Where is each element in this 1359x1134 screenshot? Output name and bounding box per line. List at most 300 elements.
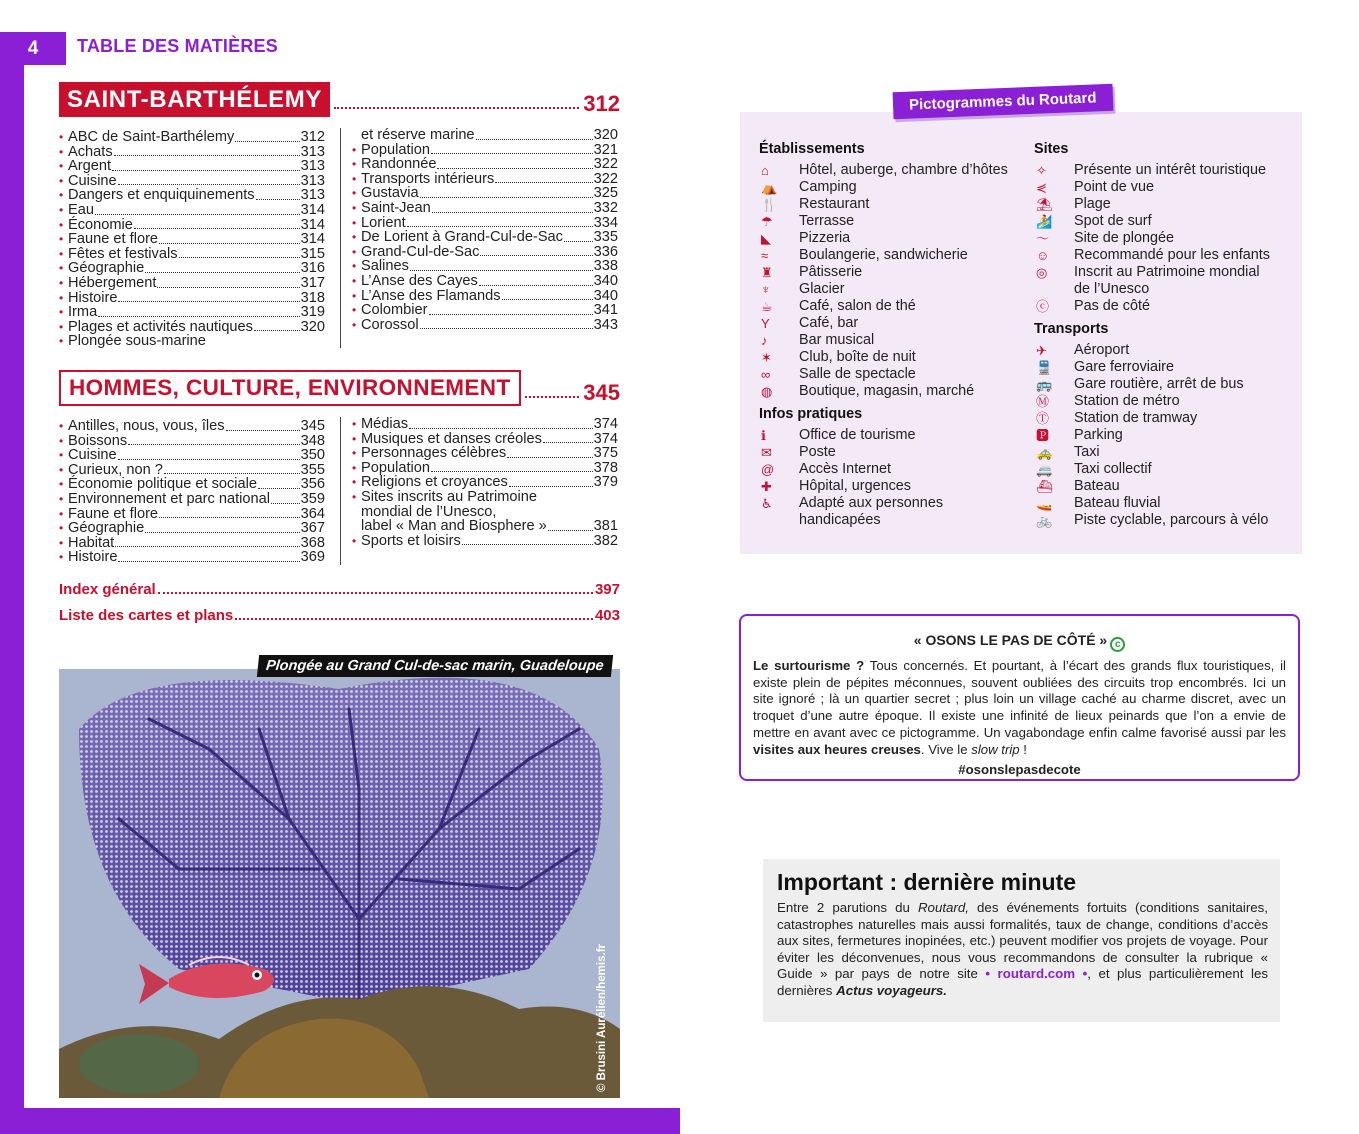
internet-icon: @ (761, 462, 775, 477)
toc-entry-label: Antilles, nous, vous, îles (68, 418, 225, 434)
toc-entry-label: Population (361, 459, 430, 476)
pictogram-label: Taxi (1074, 444, 1100, 460)
sites-heading: Sites (1034, 141, 1069, 157)
osons-text-italic: slow trip (971, 741, 1020, 757)
boutique-icon: ◍ (761, 384, 773, 399)
toc-entry-page: 314 (300, 231, 325, 248)
osons-title (753, 632, 1286, 652)
bullet: • (59, 319, 64, 334)
pictogram-entry (1034, 444, 1298, 461)
shared-taxi-icon: 🚐 (1036, 462, 1053, 477)
toc-entry-page: 341 (593, 302, 618, 319)
train-icon: 🚆 (1036, 360, 1053, 375)
toc-entry-page: 313 (300, 187, 325, 204)
toc-entry-label: Achats (68, 143, 113, 160)
index-general-link[interactable] (59, 581, 620, 598)
toc-entry-label: Randonnée (361, 156, 437, 173)
page-number: 4 (0, 32, 66, 65)
pictogram-label: Parking (1074, 427, 1123, 443)
sites-list (1034, 162, 1298, 315)
toc-entry[interactable] (59, 507, 325, 522)
pictogram-entry (759, 427, 1029, 444)
leader-dots (235, 618, 593, 620)
toc-entry-page: 381 (593, 518, 618, 535)
bullet: • (59, 144, 64, 159)
pictogram-entry (759, 179, 1029, 196)
toc-entry[interactable] (59, 477, 325, 492)
leader-dots (98, 316, 299, 317)
toc-entry-page: 320 (593, 127, 618, 143)
actus-voyageurs: Actus voyageurs. (836, 982, 947, 998)
bullet: • (352, 446, 357, 461)
toc-entry[interactable] (59, 261, 325, 276)
toc-entry-label: Géographie (68, 260, 145, 277)
toc-entry[interactable] (59, 218, 325, 233)
pictogram-label: Glacier (799, 281, 845, 297)
leader-dots (114, 155, 300, 156)
toc-entry-label: Cuisine (68, 172, 117, 189)
toc-entry-page: 343 (593, 316, 618, 333)
toc-entry-page: 316 (300, 260, 325, 277)
bullet: • (59, 462, 64, 477)
toc-entry-page: 340 (593, 287, 618, 304)
toc-entry-label: ABC de Saint-Barthélemy (68, 129, 235, 145)
pictogram-entry (1034, 230, 1298, 247)
important-text-3: , et plus particulièrement les dernières (777, 966, 1268, 998)
toc-entry[interactable] (352, 417, 618, 432)
toc-entry[interactable] (352, 186, 618, 201)
pictogram-label: Hôtel, auberge, chambre d’hôtes (799, 162, 1008, 178)
toc-entry[interactable] (59, 334, 325, 349)
pictogram-label: Bateau fluvial (1074, 495, 1161, 511)
pictogram-label: Pâtisserie (799, 264, 863, 280)
pictogram-entry (1034, 376, 1298, 393)
toc-entry[interactable] (59, 419, 325, 434)
toc-entry-label: L’Anse des Cayes (361, 272, 478, 289)
tourist-interest-icon: ✧ (1036, 163, 1047, 178)
toc-entry-page: 359 (300, 490, 325, 507)
toc-entry[interactable] (59, 550, 325, 565)
bullet: • (352, 489, 357, 504)
infos-heading: Infos pratiques (759, 406, 863, 422)
routard-name: Routard, (917, 900, 969, 915)
diving-icon: 〜 (1036, 231, 1050, 246)
toc-entry[interactable] (59, 130, 325, 145)
pictogram-legend-tab: Pictogrammes du Routard (893, 84, 1113, 119)
pictogram-label: Site de plongée (1074, 230, 1175, 246)
osons-pas-de-cote-box (739, 614, 1300, 781)
club-icon: ✶ (761, 350, 772, 365)
pictogram-entry (759, 332, 1029, 349)
pictogram-label: Terrasse (799, 213, 855, 229)
pictogram-entry (1034, 478, 1298, 495)
toc-entry-page: 364 (300, 505, 325, 522)
bullet: • (352, 171, 357, 186)
toc-entry-label: Grand-Cul-de-Sac (361, 243, 480, 260)
osons-text-1: Tous concernés. Et pourtant, à l’écart des grands flux touristiques, il existe plein de pépites méconnues, souvent oubliées des circuits trop encombrés. Ici un site ignoré ; là un quartier secret ; plus loin un village caché au charme discret, avec un troquet d’une autre époque. Il existe une infinité de lieux peinards que l’on a envie de mettre en avant avec ce pictogramme. Un vagabondage enfin calme favorisé aussi par les (753, 658, 1286, 740)
osons-hashtag: #osonslepasdecote (958, 762, 1081, 778)
bullet: • (59, 419, 64, 433)
toc-entry[interactable] (59, 536, 325, 551)
toc-entry-page: 322 (593, 156, 618, 173)
pictogram-label: Présente un intérêt touristique (1074, 162, 1266, 178)
bullet: • (59, 217, 64, 232)
osons-body (753, 658, 1286, 758)
bullet: • (352, 200, 357, 215)
bullet: • (59, 334, 64, 349)
pictogram-entry (759, 162, 1029, 179)
toc-entry-line (352, 505, 618, 520)
pictogram-entry (759, 230, 1029, 247)
pictogram-label: Station de métro (1074, 393, 1180, 409)
pizzeria-icon: ◣ (761, 231, 771, 246)
pictogram-entry (759, 298, 1029, 315)
etablissements-list (759, 162, 1029, 400)
leader-dots (407, 226, 593, 227)
underwater-photo (59, 669, 620, 1098)
pictogram-entry (759, 495, 1029, 529)
pictogram-entry (759, 281, 1029, 298)
toc-entry[interactable] (59, 247, 325, 262)
pictogram-entry (1034, 495, 1298, 512)
music-icon: ♪ (761, 333, 768, 348)
toc-entry-page: 348 (300, 432, 325, 449)
toc-entry[interactable] (352, 475, 618, 490)
leader-dots (226, 430, 300, 431)
pictogram-label: Pizzeria (799, 230, 851, 246)
toc-entry[interactable] (352, 274, 618, 289)
kids-icon: ☺ (1036, 248, 1050, 263)
bike-icon: 🚲 (1036, 513, 1053, 528)
pictogram-label: Poste (799, 444, 836, 460)
pictogram-entry (759, 461, 1029, 478)
section-header-hommes-culture[interactable] (59, 370, 620, 406)
toc-entry-label: Colombier (361, 302, 428, 319)
section-header-saint-barthelemy[interactable] (59, 82, 620, 117)
pictogram-label: Salle de spectacle (799, 366, 916, 382)
pictogram-label: Taxi collectif (1074, 461, 1152, 477)
photo-caption: Plongée au Grand Cul-de-sac marin, Guadeloupe (257, 655, 613, 677)
toc-entry-page: 334 (593, 214, 618, 231)
osons-text-bold: visites aux heures creuses (753, 741, 921, 757)
pictogram-label: Café, salon de thé (799, 298, 916, 314)
terrasse-icon: ☂ (761, 214, 773, 229)
toc-entry-page: 355 (300, 461, 325, 478)
leader-dots (334, 107, 579, 109)
pictogram-entry (759, 444, 1029, 461)
toc-entry[interactable] (352, 446, 618, 461)
pictogram-entry (1034, 342, 1298, 359)
toc-entry-label: Corossol (361, 316, 419, 333)
leader-dots (564, 241, 593, 242)
bullet: • (59, 232, 64, 247)
river-boat-icon: 🚤 (1036, 496, 1053, 511)
toc-entry-label: Sites inscrits au Patrimoine (361, 488, 538, 505)
toc-entry[interactable] (352, 245, 618, 260)
bullet: • (59, 246, 64, 261)
toc-entry-page: 312 (300, 129, 325, 145)
post-icon: ✉ (761, 445, 772, 460)
pictogram-label: Recommandé pour les enfants (1074, 247, 1270, 263)
toc-entry[interactable] (352, 259, 618, 274)
toc-entry[interactable] (352, 318, 618, 333)
toc-entry-label: Faune et flore (68, 505, 159, 522)
toc-entry[interactable] (352, 230, 618, 245)
toc-entry[interactable] (352, 432, 618, 447)
toc-entry[interactable] (352, 128, 618, 143)
left-accent-bar (0, 32, 24, 1134)
pictogram-label: Plage (1074, 196, 1111, 212)
leader-dots (548, 530, 593, 531)
toc-entry-page: 317 (300, 274, 325, 291)
bullet: • (59, 433, 64, 448)
bullet: • (352, 417, 357, 431)
bullet: • (352, 259, 357, 274)
column-divider (340, 128, 341, 348)
leader-dots (254, 330, 300, 331)
leader-dots (432, 212, 593, 213)
pictogram-label: Spot de surf (1074, 213, 1152, 229)
toc-entry-label: Transports intérieurs (361, 170, 495, 187)
pictogram-entry (759, 349, 1029, 366)
leader-dots (159, 517, 300, 518)
toc-entry[interactable] (352, 303, 618, 318)
toc-entry-label: Salines (361, 258, 409, 275)
toc-entry-label: Économie (68, 216, 133, 233)
toc-entry-page: 313 (300, 158, 325, 175)
toc-entry[interactable] (59, 232, 325, 247)
section-title: SAINT-BARTHÉLEMY (59, 82, 330, 117)
toc-entry-label: label « Man and Biosphere » (361, 518, 547, 535)
toc-entry-page: 315 (300, 245, 325, 262)
pictogram-label: Gare routière, arrêt de bus (1074, 376, 1244, 392)
osons-lead: Le surtourisme ? (753, 658, 865, 673)
toc-entry-label: De Lorient à Grand-Cul-de-Sac (361, 229, 563, 246)
maps-list-link[interactable] (59, 607, 620, 624)
leader-dots (420, 328, 593, 329)
leader-dots (159, 243, 300, 244)
toc-entry-label: Dangers et enquiquinements (68, 187, 255, 204)
toc-entry[interactable] (352, 461, 618, 476)
pictogram-entry (1034, 461, 1298, 478)
pictogram-label: Point de vue (1074, 179, 1155, 195)
pictogram-label: Accès Internet (799, 461, 891, 477)
pictogram-label: Boutique, magasin, marché (799, 383, 975, 399)
toc-entry-page: 375 (593, 445, 618, 462)
bullet: • (352, 230, 357, 245)
toc-entry[interactable] (59, 320, 325, 335)
bullet: • (59, 159, 64, 174)
osons-text-3: ! (1019, 741, 1027, 757)
hospital-icon: ✚ (761, 479, 772, 494)
pictogram-entry (1034, 264, 1298, 298)
patisserie-icon: ♜ (761, 265, 773, 280)
bullet: • (352, 157, 357, 172)
pictogram-entry (759, 196, 1029, 213)
leader-dots (235, 141, 299, 142)
pictogram-label: Bateau (1074, 478, 1120, 494)
toc-entry-page: 336 (593, 243, 618, 260)
toc-entry-page: 319 (300, 304, 325, 321)
transports-heading: Transports (1034, 321, 1109, 337)
pictogram-label: Piste cyclable, parcours à vélo (1074, 512, 1269, 528)
index-general-page: 397 (594, 581, 620, 598)
bullet: • (59, 130, 64, 144)
etablissements-heading: Établissements (759, 141, 865, 157)
pictogram-column-right (1034, 140, 1298, 529)
metro-icon: Ⓜ (1036, 394, 1050, 409)
pictogram-entry (759, 315, 1029, 332)
leader-dots (479, 285, 593, 286)
surf-icon: 🏄 (1036, 214, 1053, 229)
osons-title-text: « OSONS LE PAS DE CÔTÉ » (913, 632, 1108, 648)
toc-entry[interactable] (59, 188, 325, 203)
toc-entry[interactable] (352, 172, 618, 187)
leader-dots (95, 214, 300, 215)
pictogram-label: Station de tramway (1074, 410, 1198, 426)
bullet: • (59, 491, 64, 506)
toc-entry-label: Habitat (68, 534, 115, 551)
toc-entry-page: 374 (593, 430, 618, 447)
toc-entry-page: 320 (300, 318, 325, 335)
pictogram-label: Pas de côté (1074, 298, 1151, 314)
leader-dots (115, 546, 299, 547)
toc-entry-page: 340 (593, 272, 618, 289)
routard-link[interactable]: • routard.com • (985, 966, 1088, 982)
toc-entry[interactable] (352, 534, 618, 549)
bullet: • (352, 533, 357, 548)
pictogram-label: Aéroport (1074, 342, 1130, 358)
leader-dots (118, 301, 299, 302)
infos-list (759, 427, 1029, 529)
toc-entry-label: Curieux, non ? (68, 461, 163, 478)
bullet: • (59, 535, 64, 550)
toc-entry-page: 314 (300, 201, 325, 218)
pictogram-entry (759, 366, 1029, 383)
tourism-office-icon: ℹ (761, 428, 766, 443)
pictogram-label: Camping (799, 179, 857, 195)
toc-entry[interactable] (59, 448, 325, 463)
toc-entry-label: Eau (68, 201, 94, 218)
toc-entry-page: 313 (300, 143, 325, 160)
toc-entry-label: Cuisine (68, 447, 117, 464)
section-page: 312 (583, 91, 620, 116)
toc-entry[interactable] (352, 157, 618, 172)
toc-entry[interactable] (59, 159, 325, 174)
leader-dots (509, 486, 593, 487)
toc-entry-label: Économie politique et sociale (68, 476, 258, 493)
unesco-icon: ◎ (1036, 265, 1048, 280)
toc-entry-line (352, 490, 618, 505)
leader-dots (495, 182, 592, 183)
toc-entry[interactable] (352, 289, 618, 304)
toc-entry-label: Argent (68, 158, 111, 175)
viewpoint-icon: ⋞ (1036, 180, 1047, 195)
toc-entry-label: Géographie (68, 520, 145, 537)
pictogram-label: Club, boîte de nuit (799, 349, 916, 365)
toc-entry-page: 318 (300, 289, 325, 306)
toc-entry[interactable] (352, 519, 618, 534)
index-general-label: Index général (59, 581, 156, 598)
toc-entry[interactable] (59, 291, 325, 306)
toc-entry-label: mondial de l’Unesco, (361, 503, 497, 520)
toc-entry-label: Religions et croyances (361, 474, 508, 491)
important-text (777, 900, 1268, 1000)
toc-entry-label: Plongée sous-marine (68, 333, 206, 350)
leader-dots (145, 272, 299, 273)
tramway-icon: Ⓣ (1036, 411, 1050, 426)
leader-dots (437, 168, 592, 169)
leader-dots (258, 488, 300, 489)
bar-icon: Y (761, 316, 770, 331)
bottom-accent-bar (24, 1108, 680, 1134)
leader-dots (118, 184, 300, 185)
leader-dots (431, 153, 593, 154)
toc-entry[interactable] (59, 521, 325, 536)
leader-dots (476, 139, 593, 140)
toc-entry[interactable] (352, 201, 618, 216)
accessibility-icon: ♿ (761, 496, 773, 511)
leader-dots (525, 396, 580, 398)
leader-dots (145, 532, 299, 533)
bullet: • (352, 475, 357, 490)
bullet: • (59, 305, 64, 320)
toc-entry[interactable] (352, 216, 618, 231)
toc-entry[interactable] (59, 305, 325, 320)
bus-icon: 🚌 (1036, 377, 1053, 392)
toc-entry-page: 338 (593, 258, 618, 275)
toc-column-2 (352, 417, 618, 548)
cafe-icon: ☕ (761, 299, 773, 314)
toc-entry[interactable] (59, 434, 325, 449)
toc-entry[interactable] (59, 203, 325, 218)
pictogram-entry (759, 264, 1029, 281)
toc-entry-label: Musiques et danses créoles (361, 430, 542, 447)
important-notice-box (763, 859, 1280, 1022)
osons-text-2: . Vive le (920, 741, 972, 757)
pictogram-label: Adapté aux personnes handicapées (799, 495, 944, 528)
toc-entry-label: Boissons (68, 432, 128, 449)
toc-entry-label: L’Anse des Flamands (361, 287, 501, 304)
toc-entry[interactable] (352, 143, 618, 158)
pictogram-entry (759, 478, 1029, 495)
pictogram-entry (1034, 427, 1298, 444)
airport-icon: ✈ (1036, 343, 1047, 358)
leader-dots (480, 255, 592, 256)
pictogram-entry (1034, 393, 1298, 410)
leader-dots (420, 197, 593, 198)
toc-entry[interactable] (59, 276, 325, 291)
toc-entry[interactable] (59, 174, 325, 189)
toc-entry-label: Population (361, 141, 430, 158)
bullet: • (59, 202, 64, 217)
toc-entry-page: 325 (593, 185, 618, 202)
toc-entry-page: 332 (593, 199, 618, 216)
toc-entry-label: Histoire (68, 289, 118, 306)
toc-entry[interactable] (59, 492, 325, 507)
toc-entry-label: Plages et activités nautiques (68, 318, 253, 335)
toc-entry-label: Histoire (68, 549, 118, 566)
toc-entry-label: Irma (68, 304, 98, 321)
photo-credit: © Brusini Aurélien/hemis.fr (596, 944, 608, 1092)
toc-column-1 (59, 130, 325, 349)
leader-dots (462, 544, 593, 545)
pictogram-entry (1034, 512, 1298, 529)
toc-entry-label: Hébergement (68, 274, 157, 291)
hotel-icon: ⌂ (761, 163, 769, 178)
camping-icon: ⛺ (761, 180, 778, 195)
toc-entry[interactable] (59, 145, 325, 160)
